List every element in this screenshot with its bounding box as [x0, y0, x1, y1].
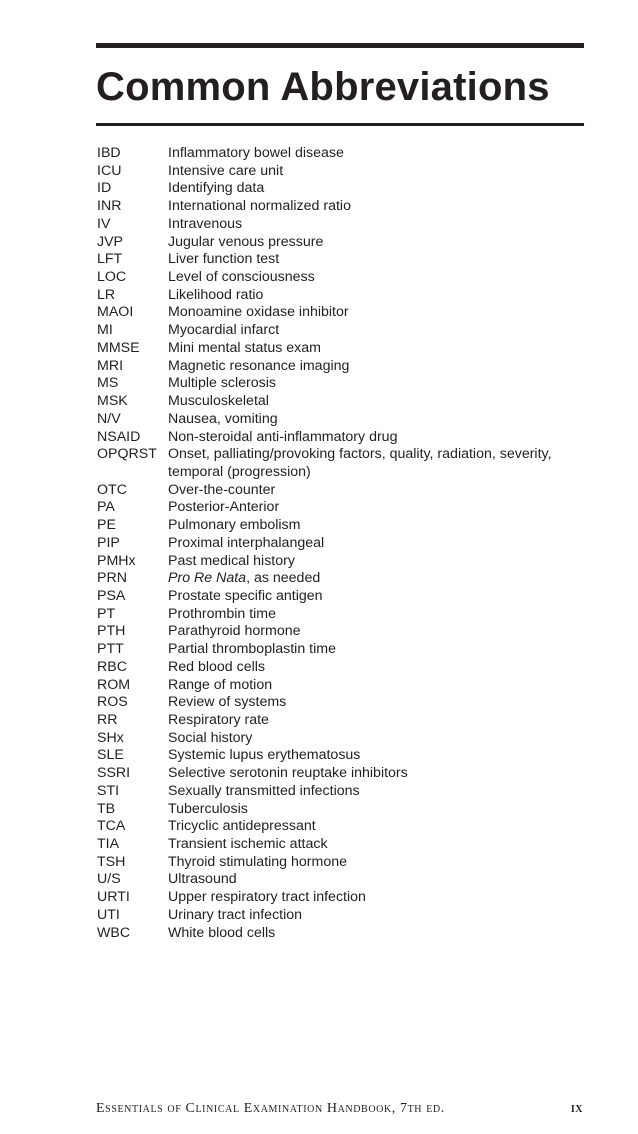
abbreviation-definition: [168, 216, 577, 234]
abbreviation-row: [97, 287, 577, 305]
abbreviation-definition-text: Multiple sclerosis: [168, 375, 277, 392]
abbreviation-definition-text: , as needed: [246, 570, 321, 587]
abbreviation-definition-text: Onset, palliating/provoking factors, quality, radiation, severity,: [168, 446, 552, 463]
abbreviation-row: [97, 606, 577, 624]
abbreviation-term: SSRI: [97, 765, 131, 782]
abbreviation-definition-text: Past medical history: [168, 552, 295, 569]
abbreviation-definition: [168, 446, 577, 481]
abbreviation-row: [97, 871, 577, 889]
abbreviation-term: TCA: [97, 818, 126, 835]
abbreviation-definition-text: Musculoskeletal: [168, 393, 269, 410]
abbreviation-definition: [168, 304, 577, 322]
abbreviation-term: PE: [97, 517, 116, 534]
abbreviation-term: PTT: [97, 641, 124, 658]
abbreviation-definition: [168, 712, 577, 730]
abbreviation-row: [97, 570, 577, 588]
abbreviation-definition-continued: temporal (progression): [168, 463, 311, 480]
abbreviation-row: [97, 499, 577, 517]
abbreviation-row: [97, 889, 577, 907]
abbreviation-term: LOC: [97, 269, 127, 286]
abbreviation-row: [97, 393, 577, 411]
abbreviation-definition: [168, 659, 577, 677]
abbreviation-definition: [168, 588, 577, 606]
abbreviation-term: STI: [97, 782, 120, 799]
abbreviation-definition: [168, 606, 577, 624]
abbreviation-definition: [168, 393, 577, 411]
abbreviation-definition-text: Prothrombin time: [168, 605, 277, 622]
abbreviation-term: MI: [97, 322, 113, 339]
abbreviation-definition: [168, 287, 577, 305]
abbreviation-term: IBD: [97, 145, 121, 161]
abbreviation-row: [97, 818, 577, 836]
abbreviation-definition-text: Prostate specific antigen: [168, 587, 323, 604]
abbreviation-term: ID: [97, 180, 112, 197]
abbreviation-row: [97, 747, 577, 765]
abbreviation-row: [97, 429, 577, 447]
abbreviation-term: RR: [97, 712, 118, 728]
abbreviation-definition-italic: Pro Re Nata: [168, 570, 247, 587]
abbreviation-term: MAOI: [97, 304, 134, 321]
abbreviation-term: NSAID: [97, 428, 141, 445]
abbreviation-definition: [168, 854, 577, 872]
abbreviation-definition-text: Jugular venous pressure: [168, 233, 324, 250]
abbreviation-term: N/V: [97, 410, 121, 427]
abbreviation-definition: [168, 553, 577, 571]
abbreviation-definition: [168, 234, 577, 252]
abbreviation-row: [97, 163, 577, 181]
abbreviation-term: INR: [97, 198, 122, 215]
abbreviation-row: [97, 801, 577, 819]
abbreviation-row: [97, 304, 577, 322]
abbreviation-definition-text: Magnetic resonance imaging: [168, 357, 350, 374]
abbreviation-row: [97, 836, 577, 854]
abbreviation-term: SHx: [97, 729, 124, 746]
abbreviation-definition-text: Range of motion: [168, 676, 273, 693]
abbreviation-definition-text: Monoamine oxidase inhibitor: [168, 304, 349, 321]
abbreviation-term: UTI: [97, 906, 120, 923]
abbreviation-definition: [168, 535, 577, 553]
abbreviation-definition-text: Tuberculosis: [168, 800, 248, 817]
abbreviation-term: PTH: [97, 623, 126, 640]
abbreviation-term: RBC: [97, 658, 127, 675]
abbreviation-definition-text: Nausea, vomiting: [168, 410, 278, 427]
abbreviation-definition-text: Mini mental status exam: [168, 339, 321, 356]
abbreviation-term: LFT: [97, 251, 123, 268]
abbreviation-definition-text: Identifying data: [168, 180, 265, 197]
abbreviation-row: [97, 322, 577, 340]
abbreviation-definition: [168, 570, 577, 588]
abbreviation-term: PIP: [97, 534, 120, 551]
abbreviation-term: JVP: [97, 233, 124, 250]
abbreviation-term: MS: [97, 375, 119, 392]
page-number: ix: [570, 1101, 583, 1116]
abbreviation-row: [97, 694, 577, 712]
footer-book-title: Essentials of Clinical Examination Handbook, 7th ed.: [96, 1101, 445, 1116]
abbreviation-definition-text: Intensive care unit: [168, 162, 284, 179]
abbreviation-definition-text: Parathyroid hormone: [168, 623, 301, 640]
abbreviation-term: TIA: [97, 836, 120, 853]
abbreviation-definition: [168, 340, 577, 358]
abbreviation-term: ROM: [97, 676, 131, 693]
abbreviation-row: [97, 712, 577, 730]
abbreviation-row: [97, 588, 577, 606]
abbreviation-term: LR: [97, 286, 116, 303]
abbreviation-term: MMSE: [97, 339, 140, 356]
abbreviation-definition-text: White blood cells: [168, 924, 276, 941]
abbreviation-definition: [168, 694, 577, 712]
abbreviation-definition: [168, 198, 577, 216]
abbreviation-row: [97, 482, 577, 500]
abbreviation-term: WBC: [97, 924, 131, 941]
abbreviation-term: TSH: [97, 853, 126, 870]
abbreviation-row: [97, 145, 577, 163]
abbreviation-row: [97, 907, 577, 925]
abbreviation-definition-text: Posterior-Anterior: [168, 499, 280, 516]
abbreviation-definition: [168, 889, 577, 907]
abbreviation-row: [97, 641, 577, 659]
abbreviation-term: PA: [97, 499, 115, 516]
abbreviation-row: [97, 269, 577, 287]
abbreviation-definition: [168, 747, 577, 765]
abbreviation-definition-text: International normalized ratio: [168, 198, 351, 215]
abbreviation-definition: [168, 145, 577, 163]
abbreviation-definition: [168, 730, 577, 748]
page-title: Common Abbreviations: [96, 65, 550, 109]
abbreviation-row: [97, 411, 577, 429]
abbreviation-definition-text: Transient ischemic attack: [168, 836, 328, 853]
abbreviation-definition-text: Liver function test: [168, 251, 280, 268]
abbreviation-definition-text: Tricyclic antidepressant: [168, 818, 316, 835]
abbreviation-term: ICU: [97, 162, 122, 179]
abbreviation-row: [97, 446, 577, 481]
abbreviation-definition: [168, 180, 577, 198]
abbreviation-row: [97, 216, 577, 234]
abbreviation-definition-text: Partial thromboplastin time: [168, 641, 336, 658]
abbreviation-row: [97, 659, 577, 677]
abbreviation-definition-text: Ultrasound: [168, 871, 237, 888]
abbreviation-row: [97, 925, 577, 943]
abbreviation-term: OPQRST: [97, 446, 157, 463]
abbreviation-row: [97, 535, 577, 553]
abbreviation-row: [97, 677, 577, 695]
abbreviation-definition: [168, 623, 577, 641]
abbreviation-term: PT: [97, 605, 116, 622]
abbreviation-definition: [168, 836, 577, 854]
title-top-rule: [96, 43, 584, 48]
abbreviation-definition-text: Sexually transmitted infections: [168, 782, 360, 799]
abbreviation-definition-text: Non-steroidal anti-inflammatory drug: [168, 428, 398, 445]
abbreviation-definition-text: Review of systems: [168, 694, 287, 711]
abbreviation-row: [97, 854, 577, 872]
abbreviation-definition-text: Likelihood ratio: [168, 286, 264, 303]
abbreviation-definition-text: Respiratory rate: [168, 712, 269, 728]
abbreviation-definition: [168, 641, 577, 659]
abbreviation-definition: [168, 871, 577, 889]
abbreviation-definition: [168, 429, 577, 447]
abbreviation-definition: [168, 925, 577, 943]
abbreviation-definition: [168, 907, 577, 925]
abbreviation-row: [97, 783, 577, 801]
abbreviation-term: SLE: [97, 747, 124, 764]
abbreviation-row: [97, 765, 577, 783]
abbreviation-definition-text: Intravenous: [168, 215, 243, 232]
abbreviation-term: MRI: [97, 357, 124, 374]
abbreviation-definition-text: Selective serotonin reuptake inhibitors: [168, 765, 408, 782]
abbreviation-definition: [168, 517, 577, 535]
abbreviation-definition: [168, 801, 577, 819]
abbreviation-definition-text: Red blood cells: [168, 658, 266, 675]
abbreviation-row: [97, 358, 577, 376]
abbreviation-term: OTC: [97, 481, 127, 498]
abbreviation-definition-text: Social history: [168, 729, 253, 746]
abbreviation-list: [97, 145, 577, 942]
abbreviation-row: [97, 180, 577, 198]
abbreviation-definition: [168, 269, 577, 287]
abbreviation-definition-text: Inflammatory bowel disease: [168, 145, 344, 161]
abbreviation-definition: [168, 411, 577, 429]
abbreviation-row: [97, 730, 577, 748]
abbreviation-definition: [168, 375, 577, 393]
abbreviation-term: TB: [97, 800, 116, 817]
abbreviation-definition-text: Proximal interphalangeal: [168, 534, 325, 551]
abbreviation-term: ROS: [97, 694, 128, 711]
abbreviation-term: U/S: [97, 871, 121, 888]
abbreviation-row: [97, 517, 577, 535]
abbreviation-row: [97, 553, 577, 571]
abbreviation-definition-text: Myocardial infarct: [168, 322, 280, 339]
abbreviation-definition-text: Level of consciousness: [168, 269, 315, 286]
abbreviation-definition-text: Upper respiratory tract infection: [168, 889, 366, 906]
abbreviation-row: [97, 623, 577, 641]
abbreviation-term: PRN: [97, 570, 127, 587]
title-bottom-rule: [96, 123, 584, 126]
abbreviation-term: URTI: [97, 889, 130, 906]
abbreviation-definition-text: Thyroid stimulating hormone: [168, 853, 347, 870]
abbreviation-definition-text: Systemic lupus erythematosus: [168, 747, 361, 764]
abbreviation-definition: [168, 783, 577, 801]
abbreviation-definition: [168, 765, 577, 783]
abbreviation-definition: [168, 677, 577, 695]
abbreviation-row: [97, 375, 577, 393]
abbreviation-row: [97, 340, 577, 358]
abbreviation-definition: [168, 818, 577, 836]
abbreviation-row: [97, 198, 577, 216]
abbreviation-term: PSA: [97, 587, 126, 604]
abbreviation-definition-text: Pulmonary embolism: [168, 517, 301, 534]
abbreviation-definition: [168, 322, 577, 340]
abbreviation-row: [97, 234, 577, 252]
abbreviation-term: IV: [97, 215, 111, 232]
abbreviation-term: MSK: [97, 393, 128, 410]
abbreviation-definition: [168, 251, 577, 269]
abbreviation-definition-text: Urinary tract infection: [168, 906, 303, 923]
abbreviation-definition: [168, 482, 577, 500]
abbreviation-term: PMHx: [97, 552, 136, 569]
abbreviation-definition: [168, 358, 577, 376]
abbreviation-definition: [168, 499, 577, 517]
abbreviation-definition: [168, 163, 577, 181]
abbreviation-definition-text: Over-the-counter: [168, 481, 276, 498]
abbreviation-row: [97, 251, 577, 269]
